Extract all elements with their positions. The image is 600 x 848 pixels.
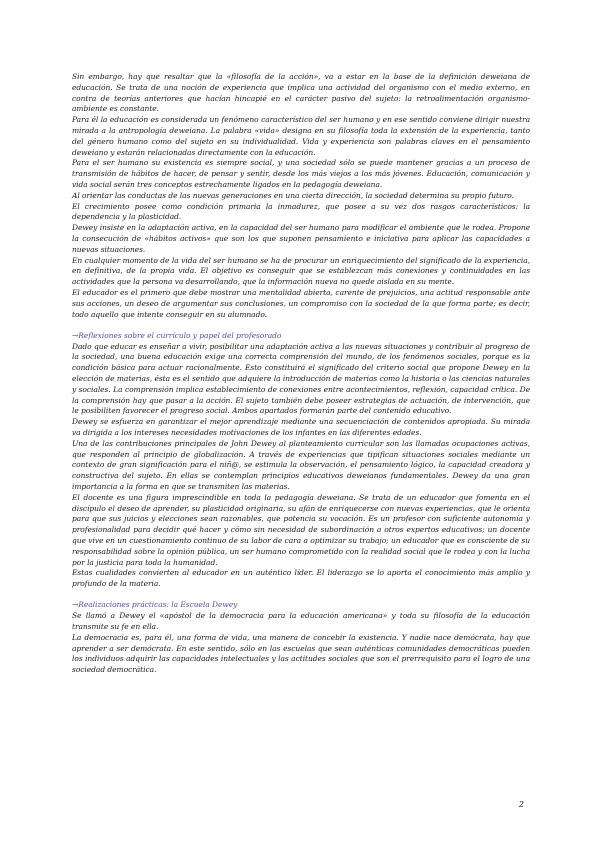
- section-intro: [72, 72, 530, 320]
- paragraph: El crecimiento posee como condición primaria la inmadurez, que posee a su vez dos rasgos característicos: la dependencia y la plasticidad.: [72, 201, 530, 222]
- paragraph: Una de las contribuciones principales de John Dewey al planteamiento curricular son las llamadas ocupaciones activas, que responden al principio de globalización. A través de experiencias que tipifican situaciones sociales mediante un contexto de gran significación para el niñ@, se estimula la observación, el pensamiento lógico, la capacidad creadora y constructiva del sujeto. En ellas se contemplan principios educativos deweianos fundamentales. Dewey da una gran importancia a la forma en que se transmiten las materias.: [72, 438, 530, 491]
- section-dewey-school: [72, 600, 530, 676]
- paragraph: Se llamó a Dewey el «apóstol de la democracia para la educación americana» y toda su filosofía de la educación transmite su fe en ella.: [72, 611, 530, 632]
- section-curriculum: [72, 331, 530, 590]
- paragraph: La democracia es, para él, una forma de vida, una manera de concebir la existencia. Y nadie nace demócrata, hay que aprender a ser demócrata. En este sentido, sólo en las escuelas que sean auténticas comunidades democráticas pueden los individuos adquirir las capacidades intelectuales y las actitudes sociales que son el prerrequisito para el logro de una sociedad democrática.: [72, 632, 530, 675]
- paragraph: Para el ser humano su existencia es siempre social, y una sociedad sólo se puede mantener gracias a un proceso de transmisión de hábitos de hacer, de pensar y sentir, desde los más viejos a los más jóvenes. Educación, comunicación y vida social serán tres conceptos estrechamente ligados en la pedagogía deweiana.: [72, 158, 530, 189]
- paragraph: Dewey se esfuerza en garantizar el mejor aprendizaje mediante una secuenciación de contenidos apropiada. Su mirada va dirigida a los intereses necesidades motivaciones de los infantes en las diferentes edades.: [72, 417, 530, 437]
- paragraph: Sin embargo, hay que resaltar que la «filosofía de la acción», va a estar en la base de la definición deweiana de educación. Se trata de una noción de experiencia que implica una actividad del organismo con el medio externo, en contra de teorías anteriores que hacían hincapié en el carácter pasivo del sujeto: la retroalimentación organismo-ambiente es constante.: [72, 72, 530, 114]
- paragraph: Al orientar las conductas de las nuevas generaciones en una cierta dirección, la sociedad determina su propio futuro.: [72, 190, 514, 200]
- paragraph: El docente es una figura imprescindible en toda la pedagogía deweiana. Se trata de un educador que fomenta en el discípulo el deseo de aprender, su plasticidad originaria, su afán de enriquecerse con nuevas experiencias, que le orienta para que sus juicios y elecciones sean razonables, que potencia su vocación. Es un profesor con suficiente autonomía y profesionalidad para decidir qué hacer y cómo sin necesidad de subordinación a otros expertos educativos; un docente que vive en un cuestionamiento continuo de su labor de cara a optimizar su trabajo; un educador que es consciente de su responsabilidad sobre la opinión pública, un ser humano comprometido con la realidad social que le rodea y con la lucha por la justicia para toda la humanidad.: [72, 492, 530, 567]
- page-number: 2: [518, 800, 524, 809]
- section-heading: →Realizaciones prácticas: la Escuela Dewey: [72, 600, 238, 610]
- page-body: [72, 72, 530, 676]
- paragraph: Para él la educación es considerada un fenómeno característico del ser humano y en ese sentido conviene dirigir nuestra mirada a la antropología deweiana. La palabra «vida» designa en su filosofía toda la extensión de la experiencia, tanto del género humano como del sujeto en su individualidad. Vida y experiencia son palabras claves en el pensamiento deweiano y estarán relacionadas directamente con la educación.: [72, 115, 530, 157]
- paragraph: Dado que educar es enseñar a vivir, posibilitar una adaptación activa a las nuevas situaciones y contribuir al progreso de la sociedad, una buena educación exige una correcta comprensión del mundo, de los fenómenos sociales, porque es la condición básica para actuar racionalmente. Esto constituirá el significado del criterio social que propone Dewey en la elección de materias, ésta es el sentido que adquiere la introducción de materias como la historia o las ciencias naturales y sociales. La comprensión implica establecimiento de conexiones entre acontecimientos, reflexión, capacidad crítica. De la comprensión hay que pasar a la acción. El sujeto también debe poseer estrategias de actuación, de intervención, que le posibiliten favorecer el progreso social. Ambos apartados formarán parte del contenido educativo.: [72, 341, 530, 416]
- paragraph: Estas cualidades convierten al educador en un auténtico líder. El liderazgo se lo aporta el conocimiento más amplio y profundo de la materia.: [72, 568, 530, 589]
- paragraph: Dewey insiste en la adaptación activa, en la capacidad del ser humano para modificar el ambiente que le rodea. Propone la consecución de «hábitos activos» que son los que suponen pensamiento e iniciativa para aplicar las capacidades a nuevas situaciones.: [72, 223, 530, 254]
- section-heading: →Reflexiones sobre el currículo y papel del profesorado: [72, 330, 282, 340]
- paragraph: El educador es el primero que debe mostrar una mentalidad abierta, carente de prejuicios, una actitud responsable ante sus acciones, un deseo de argumentar sus conclusiones, un compromiso con la sociedad de la que forma parte; es decir, todo aquello que intente conseguir en su alumnado.: [72, 287, 530, 319]
- paragraph: En cualquier momento de la vida del ser humano se ha de procurar un enriquecimiento del significado de la experiencia, en definitiva, de la propia vida. El objetivo es conseguir que se establezcan más conexiones y continuidades en las actividades que la persona va desarrollando, que la información nueva no quede aislada en su mente.: [72, 255, 530, 287]
